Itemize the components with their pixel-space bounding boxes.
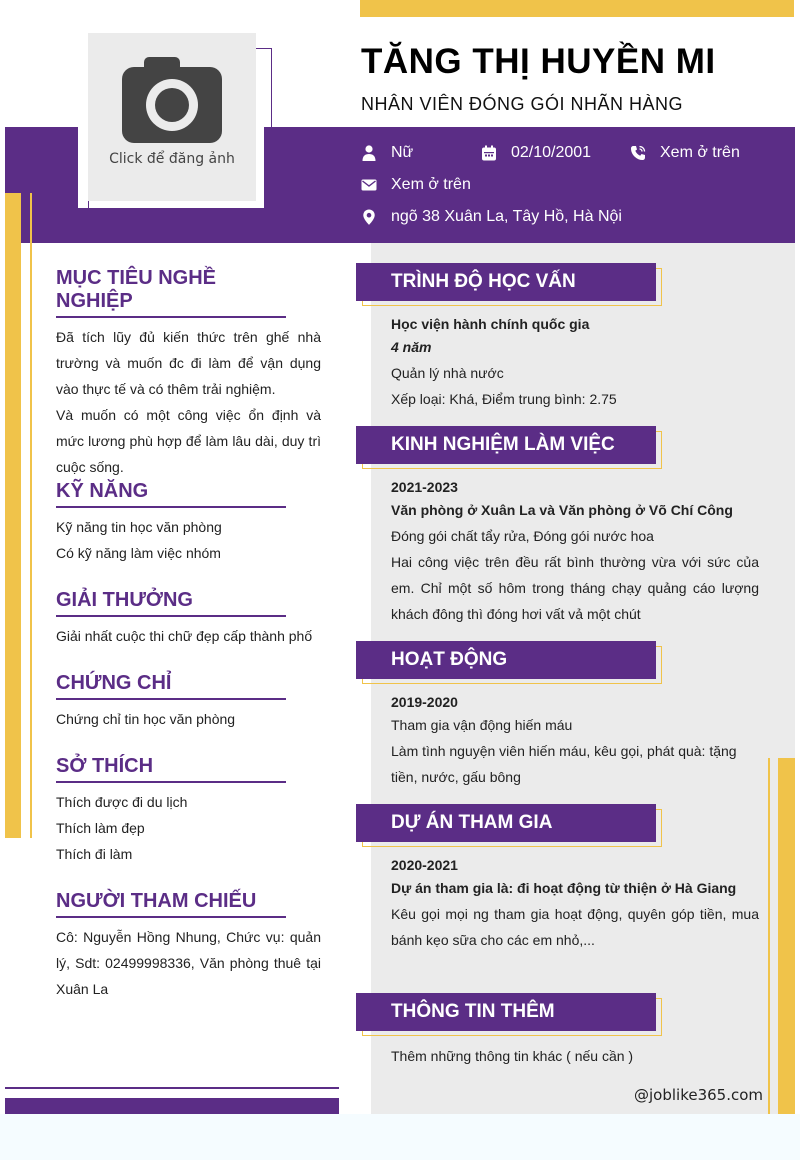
certificates-section — [56, 672, 321, 732]
skill-item[interactable]: Kỹ năng tin học văn phòng — [56, 519, 222, 535]
activities-line-1[interactable]: Tham gia vận động hiến máu — [391, 717, 573, 733]
address-field[interactable] — [361, 208, 622, 226]
activities-body — [391, 689, 759, 790]
skills-section — [56, 480, 321, 566]
projects-name[interactable]: Dự án tham gia là: đi hoạt động từ thiện ở Hà Giang — [391, 880, 737, 896]
education-duration[interactable]: 4 năm — [391, 339, 432, 355]
objective-title: MỤC TIÊU NGHỀ NGHIỆP — [56, 267, 286, 318]
objective-paragraph-1[interactable]: Đã tích lũy đủ kiến thức trên ghế nhà trường và muốn đc đi làm để vận dụng vào thực tế và có thêm trải nghiệm. — [56, 329, 321, 397]
additional-body — [391, 1043, 759, 1069]
gender-value: Nữ — [391, 144, 414, 161]
left-accent-line — [30, 193, 32, 838]
awards-section — [56, 589, 321, 649]
hobby-item[interactable]: Thích được đi du lịch — [56, 794, 188, 810]
references-title: NGƯỜI THAM CHIẾU — [56, 890, 286, 918]
location-pin-icon — [361, 209, 377, 225]
email-field[interactable] — [361, 176, 471, 194]
education-major[interactable]: Quản lý nhà nước — [391, 365, 504, 381]
experience-body — [391, 474, 759, 627]
right-accent-line — [768, 758, 770, 1114]
site-watermark: @joblike365.com — [634, 1086, 764, 1104]
photo-upload[interactable] — [88, 33, 256, 201]
awards-title: GIẢI THƯỞNG — [56, 589, 286, 617]
phone-field[interactable] — [630, 144, 740, 162]
education-grade[interactable]: Xếp loại: Khá, Điểm trung bình: 2.75 — [391, 391, 617, 407]
certificates-title: CHỨNG CHỈ — [56, 672, 286, 700]
projects-title: DỰ ÁN THAM GIA — [356, 804, 656, 842]
additional-title: THÔNG TIN THÊM — [356, 993, 656, 1031]
birthday-field[interactable] — [481, 144, 591, 162]
birthday-value: 02/10/2001 — [511, 144, 592, 161]
activities-period[interactable]: 2019-2020 — [391, 694, 458, 710]
certificate-item[interactable]: Chứng chỉ tin học văn phòng — [56, 711, 236, 727]
phone-value: Xem ở trên — [660, 144, 740, 161]
left-accent-bar — [5, 193, 21, 838]
experience-period[interactable]: 2021-2023 — [391, 479, 458, 495]
hobbies-title: SỞ THÍCH — [56, 755, 286, 783]
additional-text[interactable]: Thêm những thông tin khác ( nếu cần ) — [391, 1048, 634, 1064]
hobby-item[interactable]: Thích đi làm — [56, 846, 133, 862]
references-section — [56, 890, 321, 1002]
hobby-item[interactable]: Thích làm đẹp — [56, 820, 145, 836]
objective-paragraph-2[interactable]: Và muốn có một công việc ổn định và mức lương phù hợp để làm lâu dài, duy trì cuộc sống. — [56, 407, 321, 475]
photo-label: Click để đăng ảnh — [109, 151, 235, 167]
person-icon — [361, 145, 377, 161]
skills-title: KỸ NĂNG — [56, 480, 286, 508]
education-school[interactable]: Học viện hành chính quốc gia — [391, 316, 590, 332]
award-item[interactable]: Giải nhất cuộc thi chữ đẹp cấp thành phố — [56, 628, 313, 644]
bottom-accent-bar — [5, 1098, 339, 1114]
right-accent-bar — [778, 758, 795, 1114]
top-accent-bar — [360, 0, 794, 17]
projects-body — [391, 852, 759, 953]
experience-line-1[interactable]: Đóng gói chất tẩy rửa, Đóng gói nước hoa — [391, 528, 654, 544]
experience-company[interactable]: Văn phòng ở Xuân La và Văn phòng ở Võ Chí Công — [391, 502, 733, 518]
activities-line-2[interactable]: Làm tình nguyện viên hiến máu, kêu gọi, phát quà: tặng tiền, nước, gấu bông — [391, 743, 737, 785]
education-title: TRÌNH ĐỘ HỌC VẤN — [356, 263, 656, 301]
envelope-icon — [361, 177, 377, 193]
projects-period[interactable]: 2020-2021 — [391, 857, 458, 873]
projects-desc[interactable]: Kêu gọi mọi ng tham gia hoạt động, quyên góp tiền, mua bánh kẹo sữa cho các em nhỏ,... — [391, 906, 759, 948]
email-value: Xem ở trên — [391, 176, 471, 193]
education-body — [391, 311, 759, 412]
objective-section — [56, 267, 321, 480]
reference-text[interactable]: Cô: Nguyễn Hồng Nhung, Chức vụ: quản lý, Sdt: 02499998336, Văn phòng thuê tại Xuân La — [56, 929, 321, 997]
skill-item[interactable]: Có kỹ năng làm việc nhóm — [56, 545, 221, 561]
phone-icon — [630, 145, 646, 161]
gender-field[interactable] — [361, 144, 413, 162]
experience-title: KINH NGHIỆM LÀM VIỆC — [356, 426, 656, 464]
activities-title: HOẠT ĐỘNG — [356, 641, 656, 679]
camera-icon — [122, 57, 222, 143]
calendar-icon — [481, 145, 497, 161]
address-value: ngõ 38 Xuân La, Tây Hồ, Hà Nội — [391, 208, 622, 225]
hobbies-section — [56, 755, 321, 867]
bottom-accent-line — [5, 1087, 339, 1089]
experience-line-2[interactable]: Hai công việc trên đều rất bình thường vừa với sức của em. Chỉ một số hôm trong tháng chạy quảng cáo lượng khách đông thì đóng hơi vất vả một chút — [391, 554, 759, 622]
job-title[interactable]: NHÂN VIÊN ĐÓNG GÓI NHÃN HÀNG — [361, 94, 684, 114]
candidate-name[interactable]: TĂNG THỊ HUYỀN MI — [361, 42, 716, 81]
